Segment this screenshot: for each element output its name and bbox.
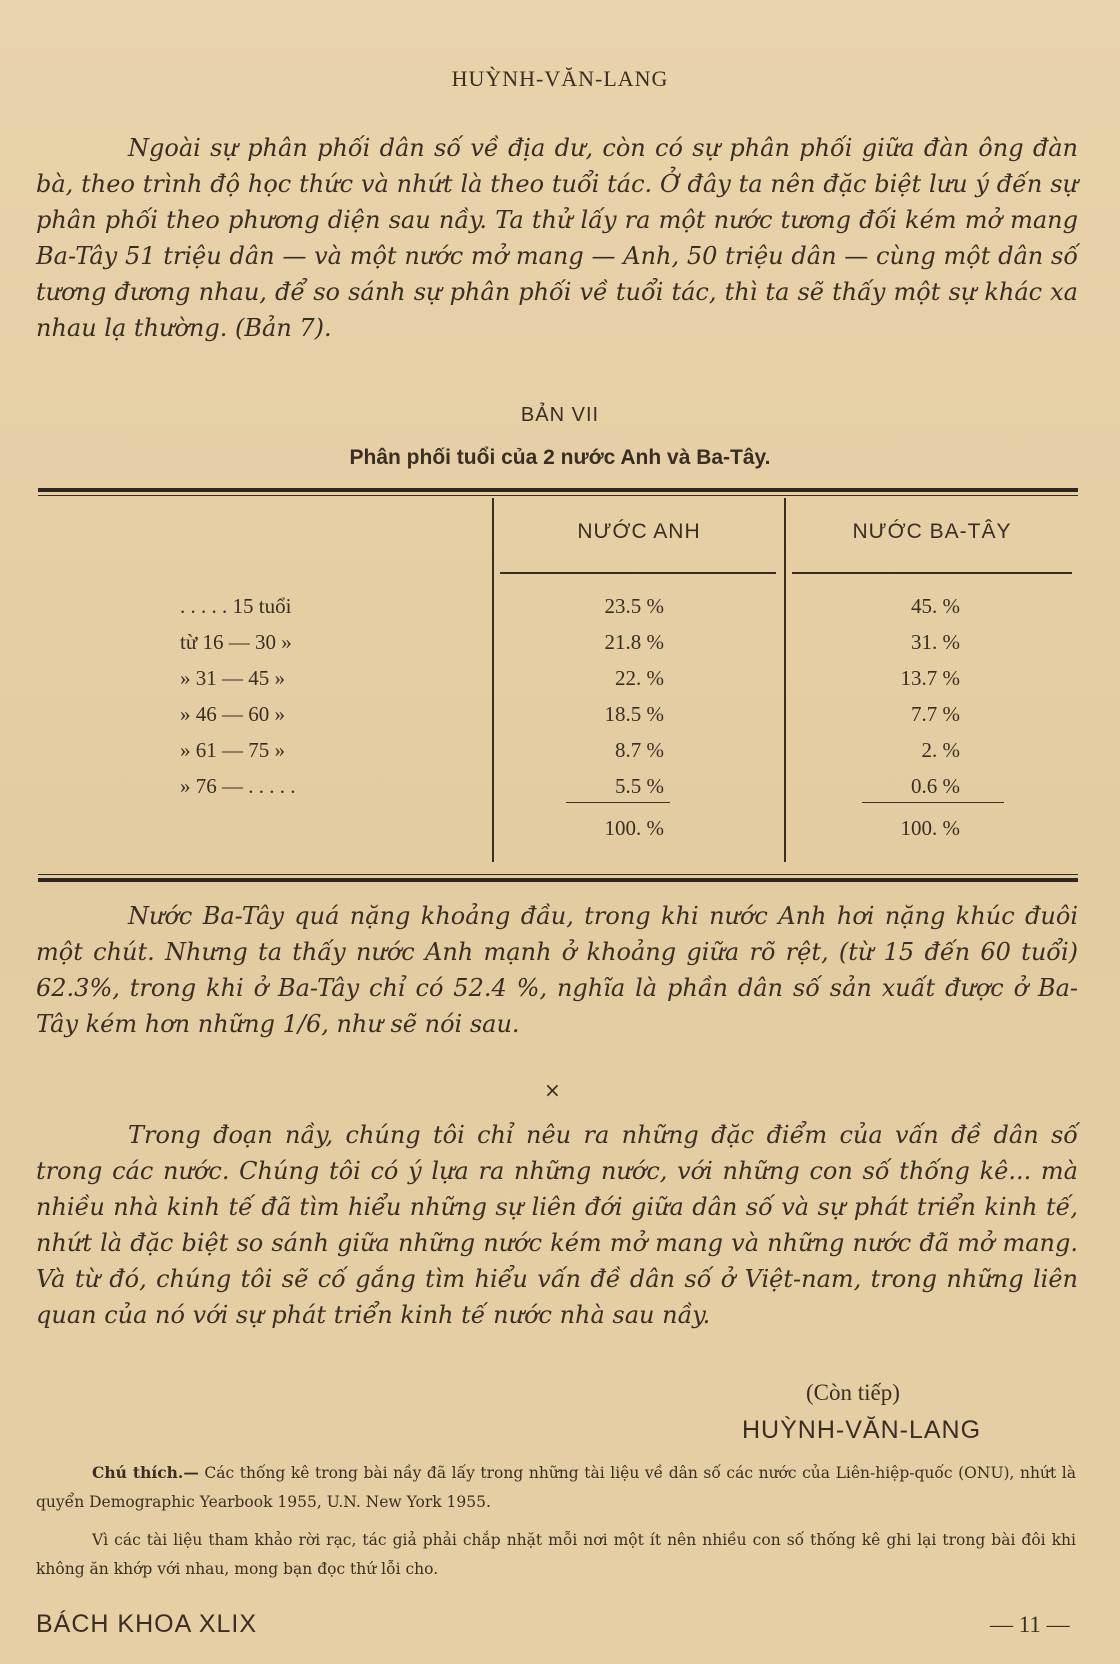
paragraph-intro: Ngoài sự phân phối dân số về địa dư, còn có sự phân phối giữa đàn ông đàn bà, theo trình độ học thức và nhứt là theo tuổi tác. Ở đây ta nên đặc biệt lưu ý đến sự phân phối theo phương diện sau nầy. Ta thử lấy ra một nước tương đối kém mở mang Ba-Tây 51 triệu dân — và một nước mở mang — Anh, 50 triệu dân — cùng một dân số tương đương nhau, để so sánh sự phân phối về tuổi tác, thì ta sẽ thấy một sự khác xa nhau lạ thường. (Bản 7).: [36, 134, 1078, 342]
cell-batay: 7.7 %: [911, 702, 960, 726]
header-underline-batay: [792, 572, 1072, 574]
table-bottom-rule-thin: [38, 874, 1078, 875]
total-batay: 100. %: [900, 816, 960, 840]
continued-note: (Còn tiếp): [806, 1380, 900, 1405]
total-anh: 100. %: [604, 816, 664, 840]
running-head: HUỲNH-VĂN-LANG: [451, 66, 669, 91]
header-underline-anh: [500, 572, 776, 574]
table-divider-right: [784, 498, 786, 862]
paragraph-conclusion: Trong đoạn nầy, chúng tôi chỉ nêu ra những đặc điểm của vấn đề dân số trong các nước. Chúng tôi có ý lựa ra những nước, với những con số thống kê... mà nhiều nhà kinh tế đã tìm hiểu những sự liên đới giữa dân số và sự phát triển kinh tế, nhứt là đặc biệt so sánh giữa những nước kém mở mang và những nước đã mở mang. Và từ đó, chúng tôi sẽ cố gắng tìm hiểu vấn đề dân số ở Việt-nam, trong những liên quan của nó với sự phát triển kinh tế nước nhà sau nầy.: [36, 1121, 1078, 1329]
row-label: » 31 — 45 »: [180, 666, 285, 690]
cell-anh: 5.5 %: [615, 774, 664, 798]
author-signature: HUỲNH-VĂN-LANG: [742, 1416, 982, 1444]
sum-rule-batay: [862, 802, 1004, 803]
table-divider-left: [492, 498, 494, 862]
cell-batay: 0.6 %: [911, 774, 960, 798]
row-label: . . . . . 15 tuổi: [180, 594, 292, 618]
cell-batay: 2. %: [921, 738, 960, 762]
cell-anh: 22. %: [615, 666, 664, 690]
table-caption: Phân phối tuổi của 2 nước Anh và Ba-Tây.: [349, 446, 771, 469]
row-label: từ 16 — 30 »: [180, 630, 292, 654]
cell-batay: 31. %: [911, 630, 960, 654]
col-header-anh: NƯỚC ANH: [577, 520, 701, 543]
table-top-rule-thin: [38, 495, 1078, 496]
cell-anh: 18.5 %: [604, 702, 664, 726]
cell-batay: 13.7 %: [900, 666, 960, 690]
cell-anh: 23.5 %: [604, 594, 664, 618]
cell-batay: 45. %: [911, 594, 960, 618]
footnote-2: Vì các tài liệu tham khảo rời rạc, tác giả phải chắp nhặt mỗi nơi một ít nên nhiều con số thống kê ghi lại trong bài đôi khi không ăn khớp với nhau, mong bạn đọc thứ lỗi cho.: [36, 1531, 1076, 1578]
row-label: » 46 — 60 »: [180, 702, 285, 726]
sum-rule-anh: [566, 802, 670, 803]
page-number: — 11 —: [990, 1612, 1070, 1637]
row-label: » 76 — . . . . .: [180, 774, 296, 798]
footer-journal: BÁCH KHOA XLIX: [36, 1610, 258, 1638]
table-label: BẢN VII: [520, 404, 600, 426]
section-separator: ×: [544, 1078, 561, 1102]
footnote-head: Chú thích.—: [92, 1463, 199, 1482]
row-label: » 61 — 75 »: [180, 738, 285, 762]
footnote-1-text: Các thống kê trong bài nầy đã lấy trong những tài liệu về dân số các nước của Liên-hiệp-quốc (ONU), nhứt là quyển Demographic Yearbook 1955, U.N. New York 1955.: [36, 1464, 1076, 1511]
footnote-1: [36, 1458, 1076, 1517]
col-header-batay: NƯỚC BA-TÂY: [852, 520, 1012, 543]
table-bottom-rule: [38, 878, 1078, 882]
paragraph-analysis: Nước Ba-Tây quá nặng khoảng đầu, trong khi nước Anh hơi nặng khúc đuôi một chút. Nhưng ta thấy nước Anh mạnh ở khoảng giữa rõ rệt, (từ 15 đến 60 tuổi) 62.3%, trong khi ở Ba-Tây chỉ có 52.4 %, nghĩa là phần dân số sản xuất được ở Ba-Tây kém hơn những 1/6, như sẽ nói sau.: [36, 902, 1078, 1038]
table-top-rule: [38, 488, 1078, 492]
cell-anh: 8.7 %: [615, 738, 664, 762]
cell-anh: 21.8 %: [604, 630, 664, 654]
